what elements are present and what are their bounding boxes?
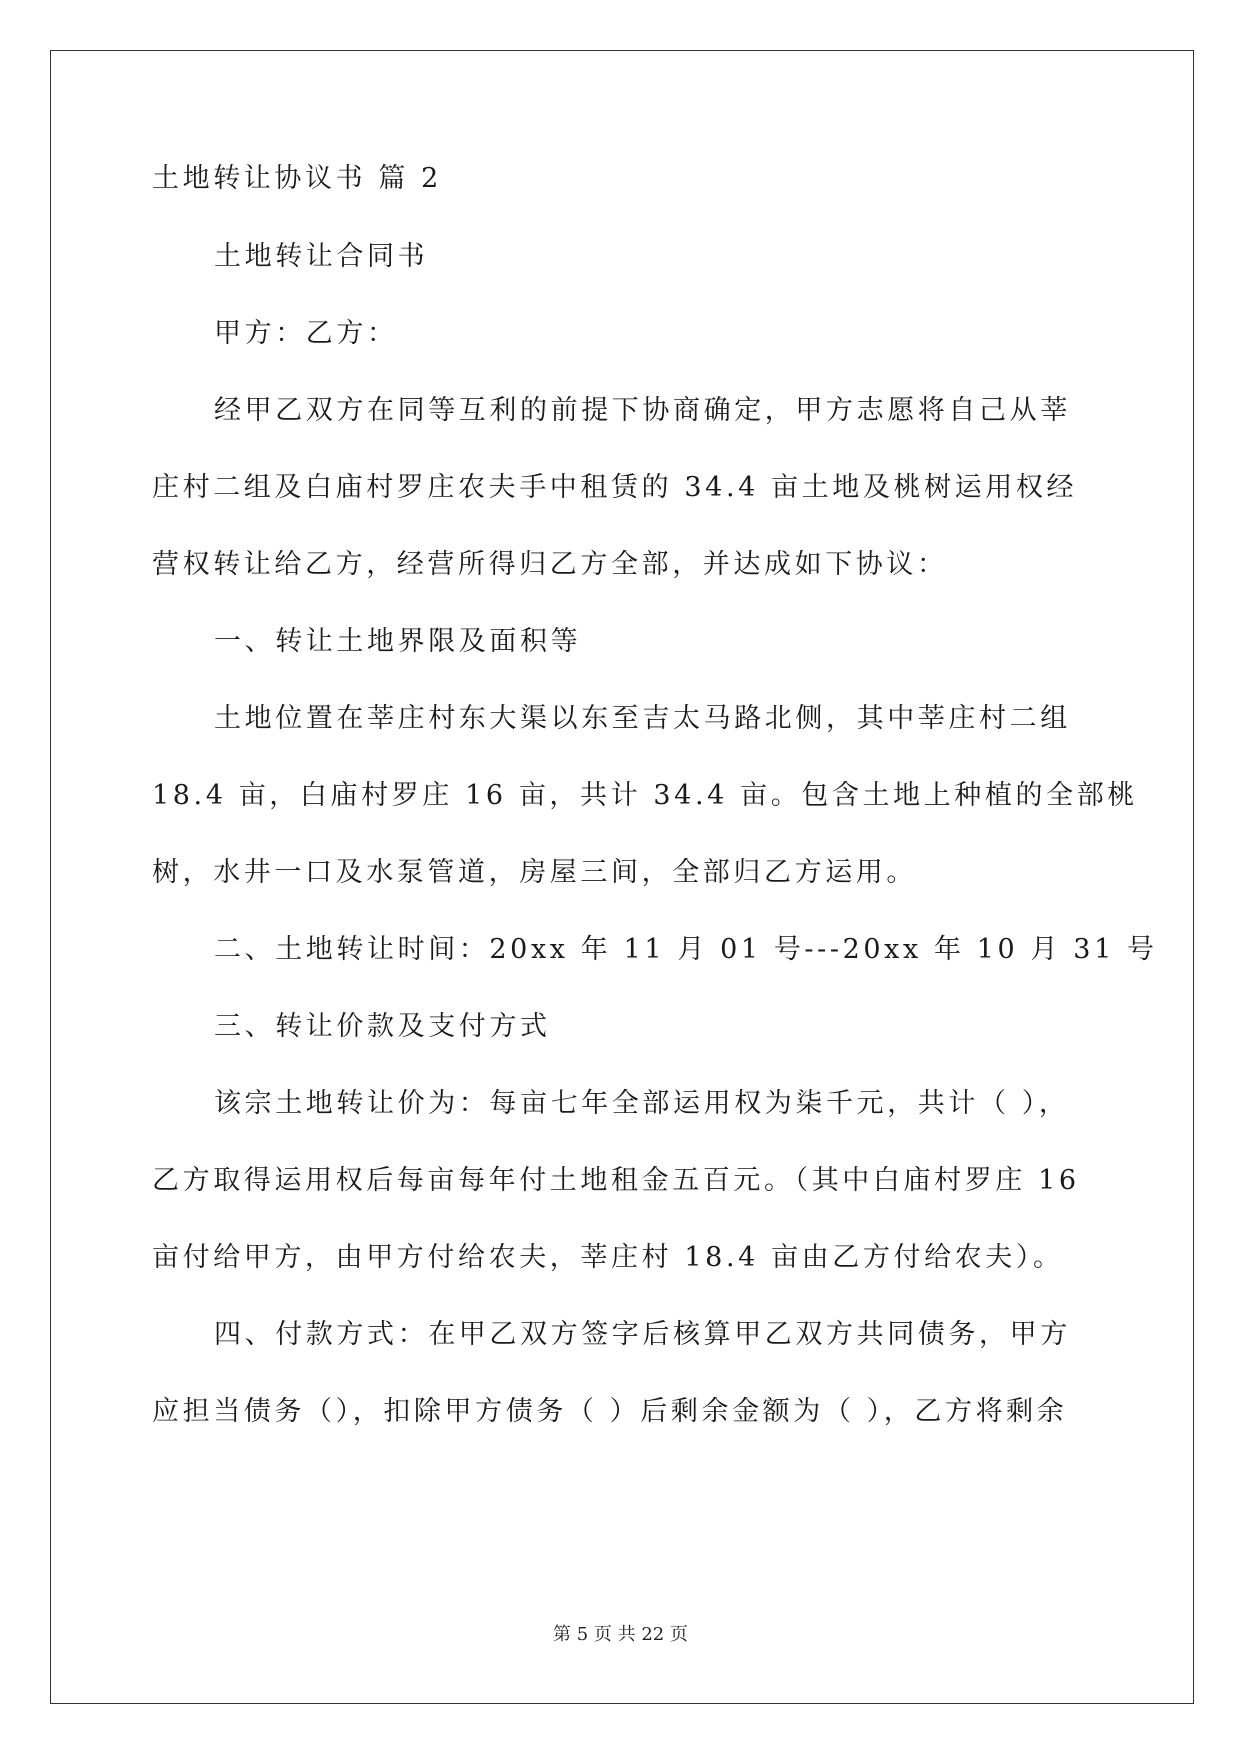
text-line: 树，水井一口及水泵管道，房屋三间，全部归乙方运用。 <box>152 857 917 888</box>
text-line: 三、转让价款及支付方式 <box>214 1011 551 1042</box>
text-line: 应担当债务（），扣除甲方债务（ ）后剩余金额为（ ），乙方将剩余 <box>152 1396 1068 1427</box>
text-line: 亩付给甲方，由甲方付给农夫，莘庄村 18.4 亩由乙方付给农夫）。 <box>152 1242 1064 1273</box>
page-number-footer: 第 5 页 共 22 页 <box>553 1624 688 1645</box>
document-body <box>152 160 1158 1470</box>
text-line: 庄村二组及白庙村罗庄农夫手中租赁的 34.4 亩土地及桃树运用权经 <box>152 472 1078 503</box>
text-line: 经甲乙双方在同等互利的前提下协商确定，甲方志愿将自己从莘 <box>214 395 1071 426</box>
text-line: 营权转让给乙方，经营所得归乙方全部，并达成如下协议： <box>152 549 948 580</box>
text-line: 18.4 亩，白庙村罗庄 16 亩，共计 34.4 亩。包含土地上种植的全部桃 <box>152 780 1138 811</box>
text-line: 二、土地转让时间：20xx 年 11 月 01 号---20xx 年 10 月 31 号 <box>214 934 1158 965</box>
text-line: 该宗土地转让价为：每亩七年全部运用权为柒千元，共计（ ）， <box>214 1088 1070 1119</box>
text-line: 四、付款方式：在甲乙双方签字后核算甲乙双方共同债务，甲方 <box>214 1319 1071 1350</box>
text-line: 土地位置在莘庄村东大渠以东至吉太马路北侧，其中莘庄村二组 <box>214 703 1071 734</box>
text-line: 土地转让合同书 <box>214 241 429 272</box>
paragraph-lines <box>152 238 1158 1431</box>
text-line: 甲方：乙方： <box>214 318 398 349</box>
text-line: 乙方取得运用权后每亩每年付土地租金五百元。（其中白庙村罗庄 16 <box>152 1165 1080 1196</box>
text-line: 一、转让土地界限及面积等 <box>214 626 582 657</box>
document-heading: 土地转让协议书 篇 2 <box>152 163 442 194</box>
